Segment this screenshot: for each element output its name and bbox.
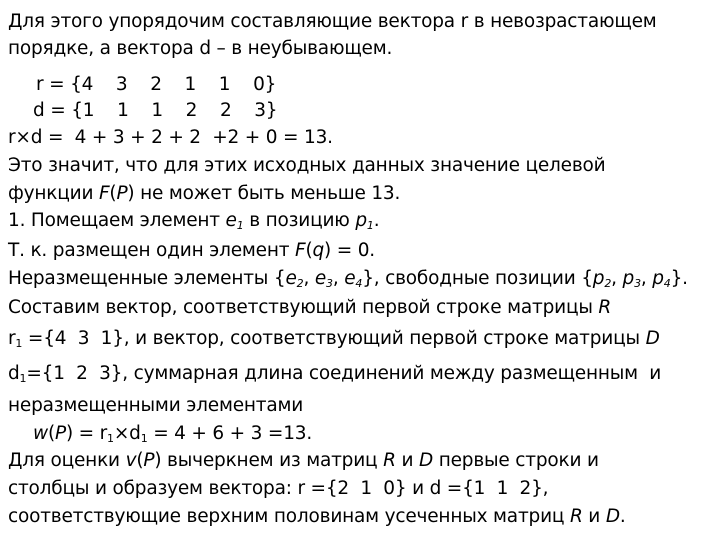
subscript: 1 — [140, 432, 148, 445]
text: ( — [136, 450, 144, 471]
text-line-9 — [8, 240, 375, 262]
text-line-10 — [8, 268, 688, 290]
formula-w — [33, 423, 312, 445]
symbol: R — [569, 506, 583, 527]
text-line-14 — [8, 395, 303, 417]
symbol: p — [652, 268, 664, 289]
text: неразмещенными элементами — [8, 395, 304, 416]
text: ) не может быть меньше 13. — [127, 183, 401, 204]
text-line-1 — [8, 11, 657, 33]
text: ) = r — [65, 423, 108, 444]
text: r — [8, 328, 16, 349]
text-line-6 — [8, 155, 606, 177]
text-line-12 — [8, 328, 660, 350]
text: . — [373, 210, 380, 231]
text: = 4 + 6 + 3 =13. — [147, 423, 313, 444]
text: ={4 3 1}, и вектор, соответствующий первой строке матрицы — [22, 328, 646, 349]
subscript: 2 — [296, 277, 304, 290]
subscript: 1 — [15, 337, 23, 350]
step-1-line — [8, 210, 379, 232]
text-line-11 — [8, 297, 611, 319]
symbol: P — [54, 423, 66, 444]
dot-product-line — [8, 127, 333, 149]
text: , — [611, 268, 623, 289]
text: ) вычеркнем из матриц — [154, 450, 384, 471]
subscript: 1 — [19, 372, 27, 385]
text: и — [395, 450, 419, 471]
text: , — [303, 268, 315, 289]
text: r — [8, 127, 16, 148]
text: Неразмещенные элементы { — [8, 268, 286, 289]
text-line-7 — [8, 183, 400, 205]
text: d — [8, 363, 20, 384]
symbol: e — [285, 268, 297, 289]
multiply-sign: × — [15, 127, 31, 148]
text-line-13 — [8, 363, 661, 385]
symbol: R — [383, 450, 396, 471]
symbol: e — [344, 268, 356, 289]
text: Т. к. размещен один элемент — [8, 240, 295, 261]
symbol: P — [116, 183, 128, 204]
text: . — [619, 506, 626, 527]
text: ( — [109, 183, 117, 204]
subscript: 2 — [604, 277, 612, 290]
subscript: 1 — [236, 219, 244, 232]
text: Составим вектор, соответствующий первой строке матрицы — [8, 297, 599, 318]
subscript: 1 — [366, 219, 374, 232]
text: }. — [670, 268, 688, 289]
text: }, свободные позиции { — [362, 268, 593, 289]
symbol: F — [295, 240, 306, 261]
symbol: e — [314, 268, 327, 289]
text: порядке, а вектора d – в неубывающем. — [8, 38, 393, 59]
text: соответствующие верхним половинам усеченных матриц — [8, 506, 570, 527]
symbol: D — [645, 328, 660, 349]
text: Для этого упорядочим составляющие вектора r в невозрастающем — [8, 11, 657, 32]
text-line-18 — [8, 506, 626, 528]
symbol: q — [312, 240, 325, 261]
symbol: D — [418, 450, 434, 471]
multiply-sign: × — [113, 423, 130, 444]
text: Для оценки — [8, 450, 126, 471]
text-line-17 — [8, 478, 548, 500]
subscript: 3 — [634, 277, 641, 290]
text: , — [332, 268, 345, 289]
text: ( — [305, 240, 313, 261]
symbol: v — [125, 450, 137, 471]
text: d = {1 1 1 2 2 3} — [33, 100, 278, 121]
subscript: 3 — [326, 277, 333, 290]
subscript: 4 — [663, 277, 671, 290]
symbol: R — [598, 297, 612, 318]
subscript: 4 — [355, 277, 363, 290]
symbol: F — [98, 183, 110, 204]
text: 1. Помещаем элемент — [8, 210, 226, 231]
vector-d — [33, 100, 277, 122]
text: d = 4 + 3 + 2 + 2 +2 + 0 = 13. — [30, 127, 333, 148]
text: в позицию — [243, 210, 356, 231]
text: , — [640, 268, 653, 289]
symbol: p — [355, 210, 367, 231]
text: d — [129, 423, 141, 444]
text-line-2 — [8, 38, 392, 60]
text: и — [582, 506, 606, 527]
text: ) = 0. — [324, 240, 375, 261]
text: функции — [8, 183, 99, 204]
text: ( — [47, 423, 55, 444]
symbol: P — [143, 450, 155, 471]
symbol: D — [605, 506, 620, 527]
text: столбцы и образуем вектора: r ={2 1 0} и d ={1 1 2}, — [8, 478, 549, 499]
symbol: p — [622, 268, 635, 289]
text: первые строки и — [433, 450, 599, 471]
symbol: w — [33, 423, 48, 444]
symbol: p — [592, 268, 605, 289]
vector-r — [36, 74, 276, 96]
text: Это значит, что для этих исходных данных значение целевой — [8, 155, 606, 176]
text: r = {4 3 2 1 1 0} — [36, 74, 277, 95]
subscript: 1 — [107, 432, 114, 445]
symbol: e — [225, 210, 237, 231]
text-line-16 — [8, 450, 599, 472]
text: ={1 2 3}, суммарная длина соединений между размещенным и — [26, 363, 662, 384]
